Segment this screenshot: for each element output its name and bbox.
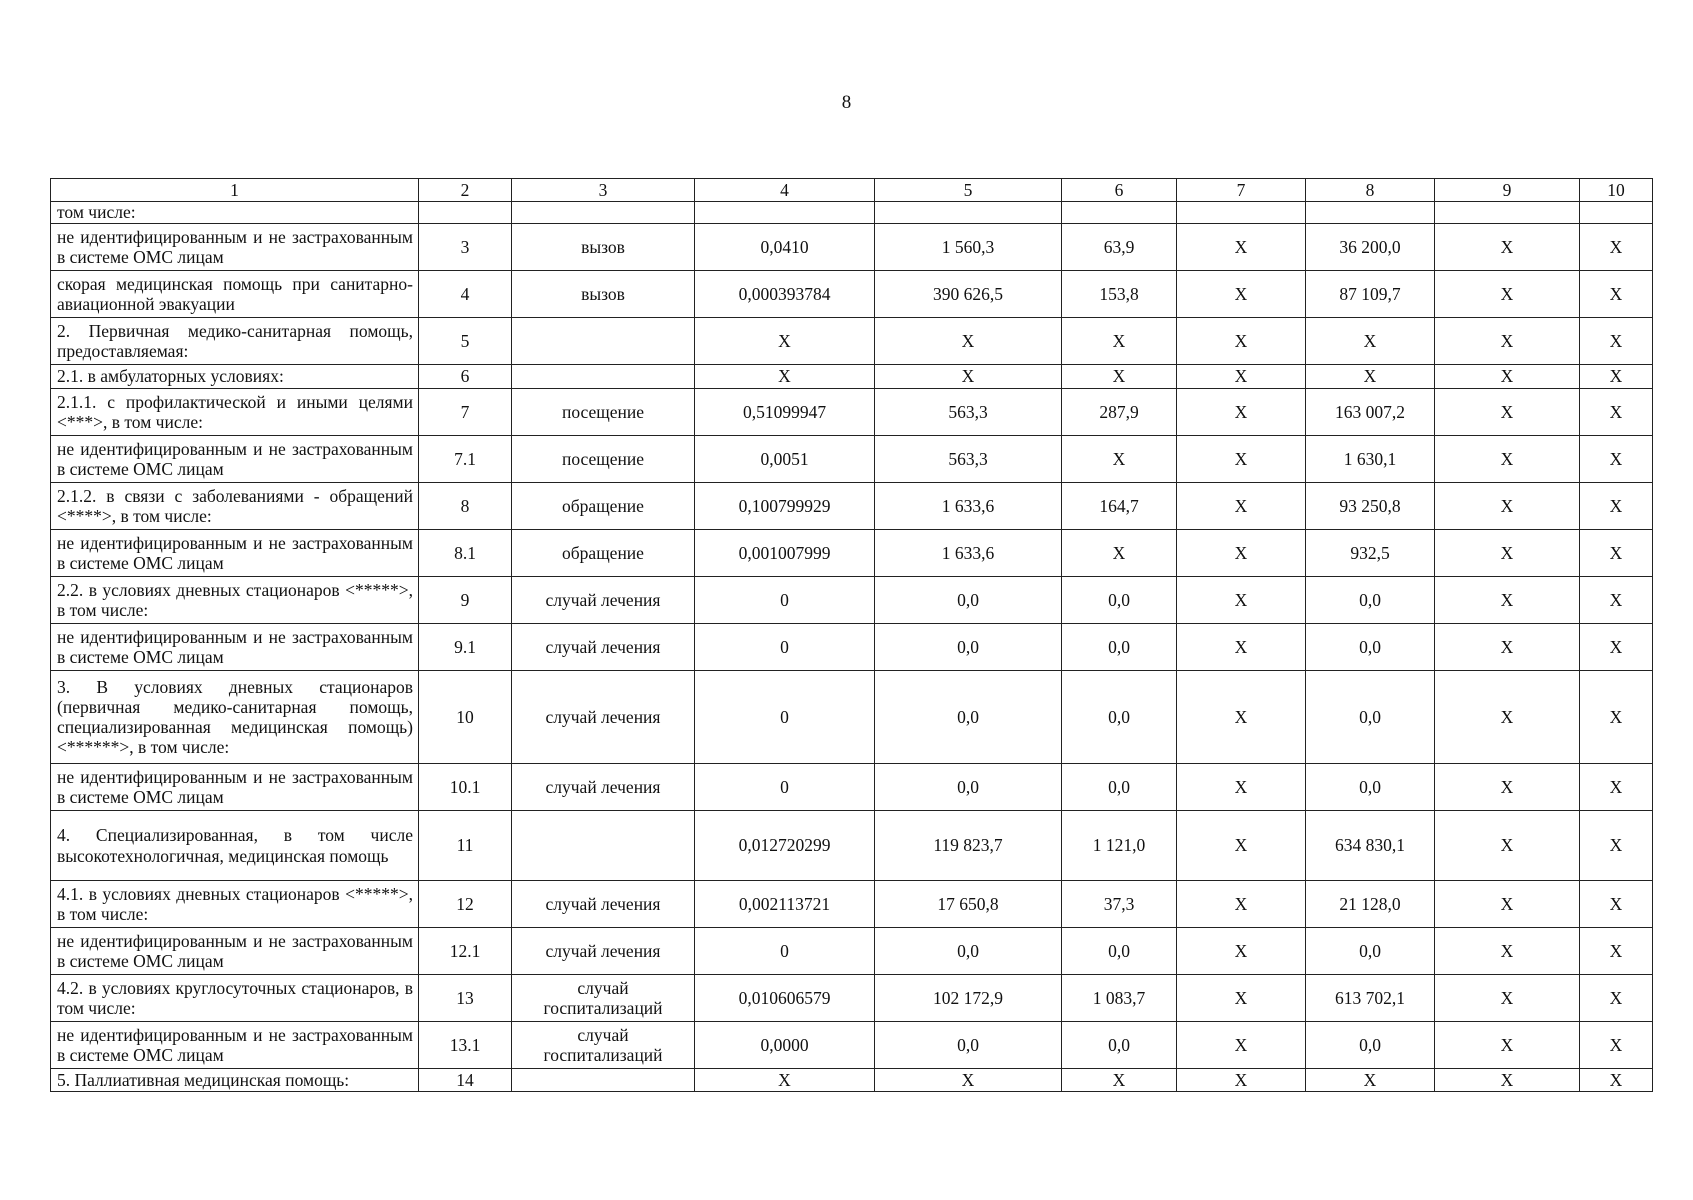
col-7-value: X xyxy=(1177,483,1306,530)
col-9-value: X xyxy=(1435,271,1580,318)
volume-per-person: X xyxy=(695,1069,875,1092)
col-7-value: X xyxy=(1177,624,1306,671)
unit-of-measure: случай лечения xyxy=(512,671,695,764)
col-10-value: X xyxy=(1580,224,1653,271)
funding-amount: 0,0 xyxy=(1306,1022,1435,1069)
per-capita-funding: 63,9 xyxy=(1062,224,1177,271)
col-10-value: X xyxy=(1580,271,1653,318)
unit-of-measure xyxy=(512,1069,695,1092)
cost-per-unit: 119 823,7 xyxy=(875,811,1062,881)
table-row xyxy=(51,928,1653,975)
cost-per-unit: 0,0 xyxy=(875,671,1062,764)
funding-amount: 1 630,1 xyxy=(1306,436,1435,483)
column-number: 1 xyxy=(51,179,419,202)
column-number: 2 xyxy=(419,179,512,202)
table-row xyxy=(51,577,1653,624)
column-number: 5 xyxy=(875,179,1062,202)
volume-per-person: 0 xyxy=(695,764,875,811)
column-number: 7 xyxy=(1177,179,1306,202)
row-label: не идентифицированным и не застрахованным в системе ОМС лицам xyxy=(51,928,419,975)
col-10-value: X xyxy=(1580,1069,1653,1092)
column-number: 9 xyxy=(1435,179,1580,202)
row-label: 4. Специализированная, в том числе высокотехнологичная, медицинская помощь xyxy=(51,811,419,881)
table-row xyxy=(51,624,1653,671)
table-row xyxy=(51,1069,1653,1092)
cost-per-unit: 0,0 xyxy=(875,624,1062,671)
col-7-value: X xyxy=(1177,975,1306,1022)
row-code: 4 xyxy=(419,271,512,318)
table-row xyxy=(51,881,1653,928)
per-capita-funding: 287,9 xyxy=(1062,389,1177,436)
row-code: 13 xyxy=(419,975,512,1022)
cost-per-unit: X xyxy=(875,365,1062,389)
per-capita-funding: X xyxy=(1062,1069,1177,1092)
per-capita-funding: 0,0 xyxy=(1062,764,1177,811)
funding-amount: 0,0 xyxy=(1306,577,1435,624)
volume-per-person: 0 xyxy=(695,624,875,671)
cost-per-unit xyxy=(875,202,1062,224)
per-capita-funding: X xyxy=(1062,530,1177,577)
cost-per-unit: 0,0 xyxy=(875,577,1062,624)
table-row xyxy=(51,365,1653,389)
col-9-value xyxy=(1435,202,1580,224)
col-9-value: X xyxy=(1435,975,1580,1022)
table-row xyxy=(51,318,1653,365)
col-10-value: X xyxy=(1580,975,1653,1022)
funding-amount: 0,0 xyxy=(1306,671,1435,764)
column-number: 8 xyxy=(1306,179,1435,202)
per-capita-funding: X xyxy=(1062,436,1177,483)
cost-per-unit: 1 633,6 xyxy=(875,530,1062,577)
per-capita-funding: X xyxy=(1062,318,1177,365)
col-9-value: X xyxy=(1435,436,1580,483)
volume-per-person: 0,001007999 xyxy=(695,530,875,577)
per-capita-funding: 1 083,7 xyxy=(1062,975,1177,1022)
unit-of-measure: случай лечения xyxy=(512,764,695,811)
row-label: 4.1. в условиях дневных стационаров <*****>, в том числе: xyxy=(51,881,419,928)
cost-per-unit: 1 633,6 xyxy=(875,483,1062,530)
funding-amount: 932,5 xyxy=(1306,530,1435,577)
col-7-value: X xyxy=(1177,530,1306,577)
col-7-value: X xyxy=(1177,224,1306,271)
volume-per-person: 0 xyxy=(695,577,875,624)
funding-amount: 0,0 xyxy=(1306,624,1435,671)
row-code: 10 xyxy=(419,671,512,764)
row-label: 2.1. в амбулаторных условиях: xyxy=(51,365,419,389)
unit-of-measure: посещение xyxy=(512,436,695,483)
column-number: 10 xyxy=(1580,179,1653,202)
row-code: 7.1 xyxy=(419,436,512,483)
table-row xyxy=(51,202,1653,224)
volume-per-person: 0,100799929 xyxy=(695,483,875,530)
row-code: 13.1 xyxy=(419,1022,512,1069)
col-10-value: X xyxy=(1580,881,1653,928)
table-row xyxy=(51,811,1653,881)
col-9-value: X xyxy=(1435,764,1580,811)
per-capita-funding: 37,3 xyxy=(1062,881,1177,928)
cost-per-unit: 102 172,9 xyxy=(875,975,1062,1022)
tariff-table xyxy=(50,178,1653,1092)
col-7-value: X xyxy=(1177,271,1306,318)
volume-per-person xyxy=(695,202,875,224)
row-label: 2. Первичная медико-санитарная помощь, предоставляемая: xyxy=(51,318,419,365)
col-9-value: X xyxy=(1435,530,1580,577)
row-label: не идентифицированным и не застрахованным в системе ОМС лицам xyxy=(51,224,419,271)
col-10-value: X xyxy=(1580,624,1653,671)
volume-per-person: 0,002113721 xyxy=(695,881,875,928)
volume-per-person: X xyxy=(695,365,875,389)
row-code: 10.1 xyxy=(419,764,512,811)
per-capita-funding: X xyxy=(1062,365,1177,389)
col-7-value: X xyxy=(1177,1069,1306,1092)
column-number: 3 xyxy=(512,179,695,202)
col-10-value xyxy=(1580,202,1653,224)
unit-of-measure: случай лечения xyxy=(512,624,695,671)
cost-per-unit: 1 560,3 xyxy=(875,224,1062,271)
col-10-value: X xyxy=(1580,389,1653,436)
cost-per-unit: X xyxy=(875,318,1062,365)
row-label: не идентифицированным и не застрахованным в системе ОМС лицам xyxy=(51,764,419,811)
row-code: 12 xyxy=(419,881,512,928)
row-code: 8.1 xyxy=(419,530,512,577)
funding-amount: 634 830,1 xyxy=(1306,811,1435,881)
col-7-value: X xyxy=(1177,764,1306,811)
funding-amount: 0,0 xyxy=(1306,928,1435,975)
funding-amount: 93 250,8 xyxy=(1306,483,1435,530)
unit-of-measure: вызов xyxy=(512,224,695,271)
row-label: 3. В условиях дневных стационаров (первичная медико-санитарная помощь, специализированная медицинская помощь) <******>, в том числе: xyxy=(51,671,419,764)
funding-amount: 613 702,1 xyxy=(1306,975,1435,1022)
row-code: 9 xyxy=(419,577,512,624)
col-9-value: X xyxy=(1435,928,1580,975)
row-code: 14 xyxy=(419,1069,512,1092)
unit-of-measure: обращение xyxy=(512,530,695,577)
row-label: 2.1.2. в связи с заболеваниями - обращений <****>, в том числе: xyxy=(51,483,419,530)
col-10-value: X xyxy=(1580,577,1653,624)
per-capita-funding: 0,0 xyxy=(1062,577,1177,624)
funding-amount: X xyxy=(1306,1069,1435,1092)
row-code: 9.1 xyxy=(419,624,512,671)
col-9-value: X xyxy=(1435,624,1580,671)
page-number: 8 xyxy=(841,92,852,113)
col-7-value: X xyxy=(1177,365,1306,389)
per-capita-funding xyxy=(1062,202,1177,224)
column-number: 6 xyxy=(1062,179,1177,202)
col-10-value: X xyxy=(1580,764,1653,811)
cost-per-unit: 17 650,8 xyxy=(875,881,1062,928)
unit-of-measure xyxy=(512,365,695,389)
table-row xyxy=(51,436,1653,483)
volume-per-person: 0,010606579 xyxy=(695,975,875,1022)
col-7-value xyxy=(1177,202,1306,224)
per-capita-funding: 153,8 xyxy=(1062,271,1177,318)
row-code: 5 xyxy=(419,318,512,365)
col-10-value: X xyxy=(1580,318,1653,365)
volume-per-person: X xyxy=(695,318,875,365)
funding-amount: 163 007,2 xyxy=(1306,389,1435,436)
table-row xyxy=(51,389,1653,436)
col-7-value: X xyxy=(1177,577,1306,624)
cost-per-unit: 0,0 xyxy=(875,764,1062,811)
per-capita-funding: 0,0 xyxy=(1062,928,1177,975)
table-row xyxy=(51,975,1653,1022)
unit-of-measure: случай госпитализаций xyxy=(512,1022,695,1069)
cost-per-unit: 0,0 xyxy=(875,928,1062,975)
col-10-value: X xyxy=(1580,436,1653,483)
table-row xyxy=(51,530,1653,577)
col-10-value: X xyxy=(1580,483,1653,530)
row-label: не идентифицированным и не застрахованным в системе ОМС лицам xyxy=(51,1022,419,1069)
per-capita-funding: 164,7 xyxy=(1062,483,1177,530)
col-9-value: X xyxy=(1435,483,1580,530)
column-number: 4 xyxy=(695,179,875,202)
funding-amount xyxy=(1306,202,1435,224)
row-code: 11 xyxy=(419,811,512,881)
col-7-value: X xyxy=(1177,389,1306,436)
per-capita-funding: 1 121,0 xyxy=(1062,811,1177,881)
row-code: 3 xyxy=(419,224,512,271)
volume-per-person: 0,012720299 xyxy=(695,811,875,881)
table-row xyxy=(51,1022,1653,1069)
col-9-value: X xyxy=(1435,365,1580,389)
volume-per-person: 0,0000 xyxy=(695,1022,875,1069)
col-7-value: X xyxy=(1177,928,1306,975)
cost-per-unit: 563,3 xyxy=(875,389,1062,436)
row-code xyxy=(419,202,512,224)
cost-per-unit: 563,3 xyxy=(875,436,1062,483)
col-7-value: X xyxy=(1177,811,1306,881)
col-9-value: X xyxy=(1435,577,1580,624)
funding-amount: 36 200,0 xyxy=(1306,224,1435,271)
unit-of-measure: случай лечения xyxy=(512,577,695,624)
unit-of-measure: случай лечения xyxy=(512,928,695,975)
funding-amount: 87 109,7 xyxy=(1306,271,1435,318)
col-9-value: X xyxy=(1435,224,1580,271)
col-9-value: X xyxy=(1435,811,1580,881)
col-10-value: X xyxy=(1580,671,1653,764)
unit-of-measure: посещение xyxy=(512,389,695,436)
volume-per-person: 0,000393784 xyxy=(695,271,875,318)
col-9-value: X xyxy=(1435,389,1580,436)
col-7-value: X xyxy=(1177,1022,1306,1069)
cost-per-unit: 0,0 xyxy=(875,1022,1062,1069)
row-label: не идентифицированным и не застрахованным в системе ОМС лицам xyxy=(51,530,419,577)
funding-amount: X xyxy=(1306,365,1435,389)
col-7-value: X xyxy=(1177,881,1306,928)
unit-of-measure: случай госпитализаций xyxy=(512,975,695,1022)
row-label: не идентифицированным и не застрахованным в системе ОМС лицам xyxy=(51,436,419,483)
unit-of-measure xyxy=(512,811,695,881)
table-row xyxy=(51,483,1653,530)
table-row xyxy=(51,671,1653,764)
col-7-value: X xyxy=(1177,436,1306,483)
col-9-value: X xyxy=(1435,1069,1580,1092)
unit-of-measure: вызов xyxy=(512,271,695,318)
row-label: не идентифицированным и не застрахованным в системе ОМС лицам xyxy=(51,624,419,671)
row-label: скорая медицинская помощь при санитарно-авиационной эвакуации xyxy=(51,271,419,318)
col-9-value: X xyxy=(1435,671,1580,764)
row-code: 6 xyxy=(419,365,512,389)
row-label: том числе: xyxy=(51,202,419,224)
col-9-value: X xyxy=(1435,1022,1580,1069)
volume-per-person: 0 xyxy=(695,671,875,764)
col-10-value: X xyxy=(1580,928,1653,975)
volume-per-person: 0,0051 xyxy=(695,436,875,483)
col-9-value: X xyxy=(1435,318,1580,365)
funding-amount: X xyxy=(1306,318,1435,365)
col-10-value: X xyxy=(1580,811,1653,881)
unit-of-measure xyxy=(512,202,695,224)
col-10-value: X xyxy=(1580,1022,1653,1069)
col-10-value: X xyxy=(1580,530,1653,577)
per-capita-funding: 0,0 xyxy=(1062,671,1177,764)
col-7-value: X xyxy=(1177,671,1306,764)
col-7-value: X xyxy=(1177,318,1306,365)
row-code: 8 xyxy=(419,483,512,530)
table-row xyxy=(51,764,1653,811)
col-10-value: X xyxy=(1580,365,1653,389)
volume-per-person: 0,51099947 xyxy=(695,389,875,436)
cost-per-unit: X xyxy=(875,1069,1062,1092)
col-9-value: X xyxy=(1435,881,1580,928)
funding-amount: 0,0 xyxy=(1306,764,1435,811)
row-code: 12.1 xyxy=(419,928,512,975)
unit-of-measure: случай лечения xyxy=(512,881,695,928)
cost-per-unit: 390 626,5 xyxy=(875,271,1062,318)
column-number-row xyxy=(51,179,1653,202)
volume-per-person: 0,0410 xyxy=(695,224,875,271)
unit-of-measure xyxy=(512,318,695,365)
row-code: 7 xyxy=(419,389,512,436)
table-row xyxy=(51,271,1653,318)
unit-of-measure: обращение xyxy=(512,483,695,530)
row-label: 2.1.1. с профилактической и иными целями <***>, в том числе: xyxy=(51,389,419,436)
funding-amount: 21 128,0 xyxy=(1306,881,1435,928)
table-row xyxy=(51,224,1653,271)
per-capita-funding: 0,0 xyxy=(1062,1022,1177,1069)
row-label: 4.2. в условиях круглосуточных стационаров, в том числе: xyxy=(51,975,419,1022)
row-label: 5. Паллиативная медицинская помощь: xyxy=(51,1069,419,1092)
volume-per-person: 0 xyxy=(695,928,875,975)
row-label: 2.2. в условиях дневных стационаров <*****>, в том числе: xyxy=(51,577,419,624)
per-capita-funding: 0,0 xyxy=(1062,624,1177,671)
